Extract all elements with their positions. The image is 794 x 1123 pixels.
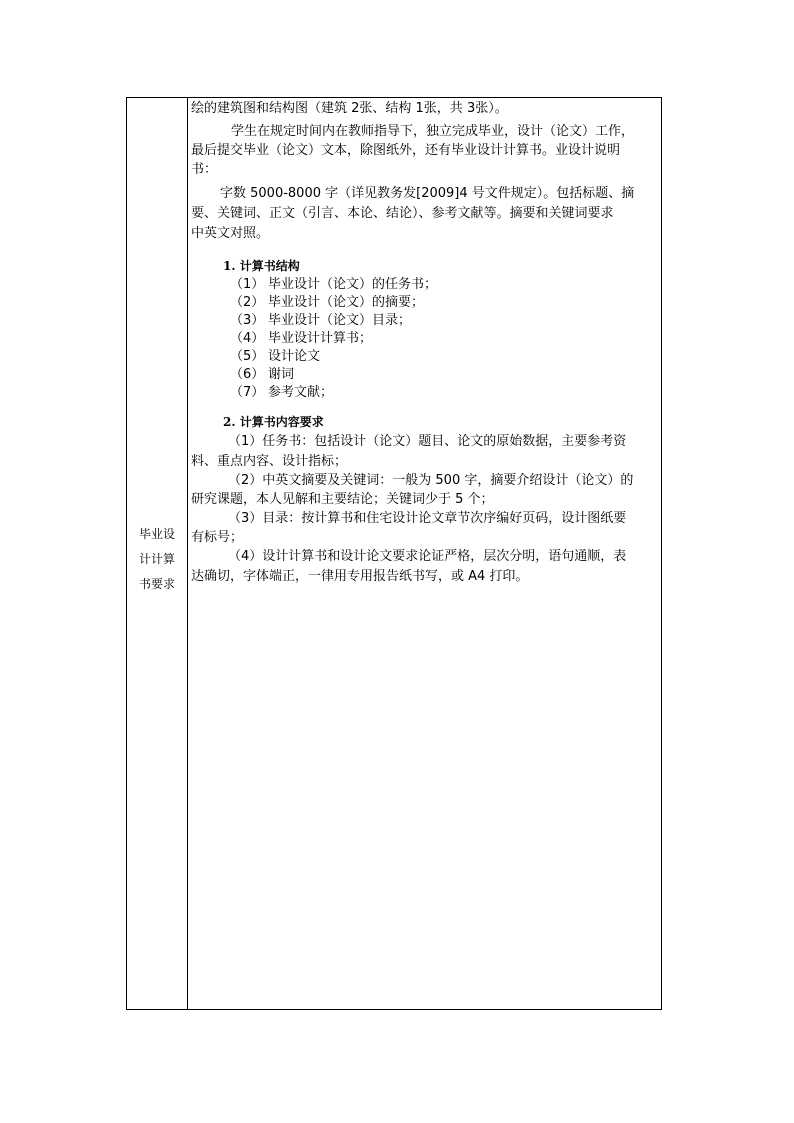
list-item-number: （3） [230, 313, 265, 328]
row-label-line: 毕业设 [138, 527, 175, 541]
list-item-number: （1） [230, 277, 265, 292]
list-item-text: 毕业设计（论文）的摘要； [268, 295, 425, 310]
intro-line: 书： [191, 162, 218, 177]
list-item [230, 294, 424, 311]
requirement-line: 达确切，字体端正，一律用专用报告纸书写，或 A4 打印。 [191, 569, 529, 584]
list-item-text: 毕业设计计算书； [268, 331, 373, 346]
requirement-line: （1）任务书：包括设计（论文）题目、论文的原始数据，主要参考资 [228, 434, 627, 449]
row-label-cell [127, 98, 188, 1009]
list-item-text: 毕业设计（论文）的任务书； [268, 277, 438, 292]
list-item [230, 348, 320, 365]
list-item-number: （6） [230, 367, 265, 382]
requirements-table [126, 97, 662, 1010]
list-item [230, 276, 437, 293]
row-label-line: 书要求 [138, 577, 175, 591]
section-heading: 1. 计算书结构 [223, 259, 300, 273]
requirement-line: （2）中英文摘要及关键词：一般为 500 字，摘要介绍设计（论文）的 [228, 473, 634, 488]
list-item-number: （7） [230, 385, 265, 400]
intro-line: 学生在规定时间内在教师指导下，独立完成毕业，设计（论文）工作， [231, 124, 635, 139]
list-item-number: （5） [230, 349, 265, 364]
list-item-text: 谢词 [268, 367, 295, 382]
intro-line: 字数 5000-8000 字（详见教务发[2009]4 号文件规定）。包括标题、摘 [220, 186, 635, 201]
section-heading: 2. 计算书内容要求 [223, 415, 324, 429]
requirement-line: 料、重点内容、设计指标； [191, 454, 348, 469]
requirement-line: 有标号； [191, 530, 244, 545]
requirement-line: （4）设计计算书和设计论文要求论证严格，层次分明，语句通顺，表 [228, 549, 627, 564]
list-item-text: 毕业设计（论文）目录； [268, 313, 412, 328]
list-item [230, 312, 411, 329]
list-item-text: 设计论文 [268, 349, 321, 364]
list-item-text: 参考文献； [268, 385, 334, 400]
list-item-number: （2） [230, 295, 265, 310]
list-item [230, 384, 333, 401]
intro-line: 中英文对照。 [191, 226, 270, 241]
intro-line: 要、关键词、正文（引言、本论、结论）、参考文献等。摘要和关键词要求 [191, 206, 614, 221]
row-label [127, 522, 187, 597]
row-label-line: 计计算 [138, 552, 175, 566]
intro-line: 最后提交毕业（论文）文本，除图纸外，还有毕业设计计算书。业设计说明 [191, 143, 621, 158]
list-item-number: （4） [230, 331, 265, 346]
requirement-line: （3）目录：按计算书和住宅设计论文章节次序编好页码，设计图纸要 [228, 511, 627, 526]
list-item [230, 366, 294, 383]
requirement-line: 研究课题，本人见解和主要结论；关键词少于 5 个； [191, 492, 494, 507]
list-item [230, 330, 372, 347]
intro-line: 绘的建筑图和结构图（建筑 2张、结构 1张，共 3张）。 [191, 101, 508, 116]
